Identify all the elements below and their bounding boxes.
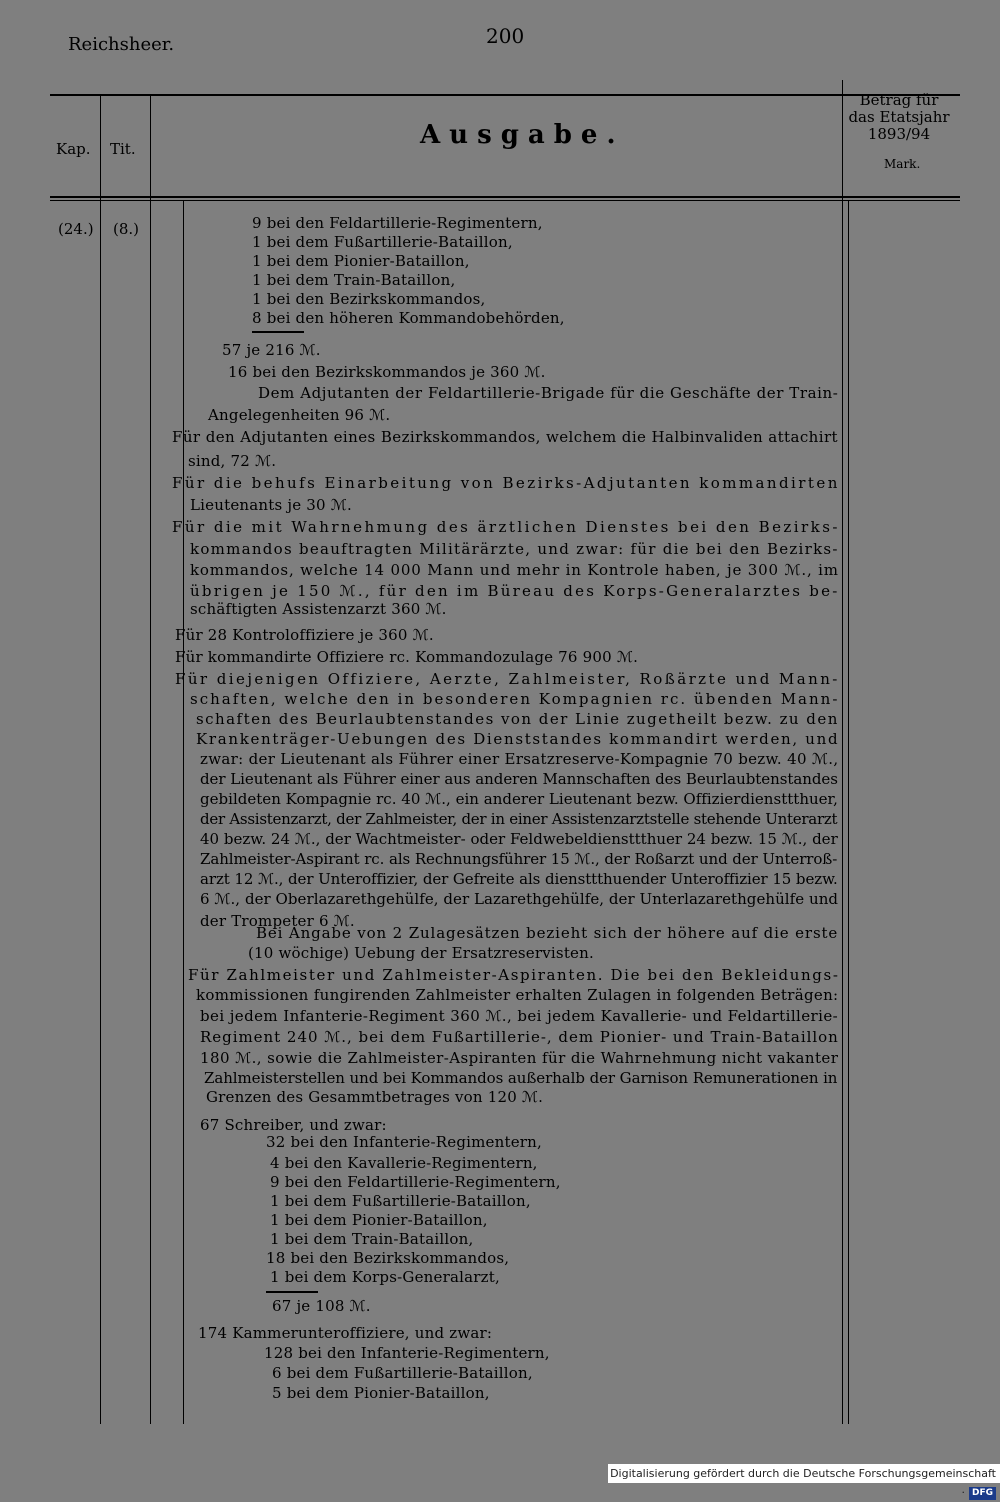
text-line: 67 Schreiber, und zwar:: [200, 1116, 387, 1134]
text-line: kommissionen fungirenden Zahlmeister erhalten Zulagen in folgenden Beträgen:: [196, 986, 839, 1004]
text-line: 32 bei den Infanterie-Regimentern,: [266, 1133, 543, 1151]
top-rule: [50, 94, 960, 96]
text-line: arzt 12 ℳ., der Unteroffizier, der Gefreite als diensttthuender Unteroffizier 15 bezw.: [200, 870, 838, 888]
text-line: 174 Kammerunteroffiziere, und zwar:: [198, 1324, 493, 1342]
text-line: kommandos beauftragten Militärärzte, und zwar: für die bei den Bezirks-: [190, 540, 839, 558]
text-line: 5 bei dem Pionier-Bataillon,: [272, 1384, 490, 1402]
text-line: Für 28 Kontroloffiziere je 360 ℳ.: [175, 626, 434, 644]
text-line: 1 bei dem Pionier-Bataillon,: [270, 1211, 488, 1229]
text-line: Krankenträger-Uebungen des Dienststandes kommandirt werden, und: [196, 730, 840, 748]
text-line: Für den Adjutanten eines Bezirkskommandos, welchem die Halbinvaliden attachirt: [172, 428, 839, 446]
text-line: Angelegenheiten 96 ℳ.: [208, 406, 391, 424]
text-line: der Assistenzarzt, der Zahlmeister, der in einer Assistenzarztstelle stehende Unterarzt: [200, 810, 838, 828]
text-line: Zahlmeisterstellen und bei Kommandos außerhalb der Garnison Remunerationen in: [204, 1069, 838, 1087]
betrag-line: das Etatsjahr: [848, 108, 950, 126]
text-line: 1 bei den Bezirkskommandos,: [252, 290, 486, 308]
text-line: 1 bei dem Fußartillerie-Bataillon,: [252, 233, 513, 251]
text-line: 1 bei dem Korps-Generalarzt,: [270, 1268, 500, 1286]
footer-text: Digitalisierung gefördert durch die Deutsche Forschungsgemeinschaft ·: [610, 1467, 996, 1499]
sum-rule: [266, 1291, 318, 1293]
text-line: Zahlmeister-Aspirant rc. als Rechnungsführer 15 ℳ., der Roßarzt und der Unterroß-: [200, 850, 838, 868]
text-line: Regiment 240 ℳ., bei dem Fußartillerie-, dem Pionier- und Train-Bataillon: [200, 1028, 839, 1046]
text-line: 1 bei dem Train-Bataillon,: [270, 1230, 474, 1248]
text-line: schaften, welche den in besonderen Kompagnien rc. übenden Mann-: [190, 690, 840, 708]
kap-value: (24.): [58, 220, 94, 238]
col-divider-3: [183, 200, 184, 1424]
column-title: Ausgabe.: [420, 120, 625, 150]
text-line: 128 bei den Infanterie-Regimentern,: [264, 1344, 550, 1362]
footer-credit: [608, 1464, 1000, 1499]
betrag-header: [846, 92, 952, 143]
text-line: 1 bei dem Train-Bataillon,: [252, 271, 456, 289]
text-line: zwar: der Lieutenant als Führer einer Ersatzreserve-Kompagnie 70 bezw. 40 ℳ.,: [200, 750, 839, 768]
text-line: der Trompeter 6 ℳ.: [200, 912, 355, 930]
kap-header: Kap.: [56, 140, 91, 158]
text-line: 57 je 216 ℳ.: [222, 341, 321, 359]
tit-header: Tit.: [110, 140, 136, 158]
text-line: Dem Adjutanten der Feldartillerie-Brigade für die Geschäfte der Train-: [258, 384, 839, 402]
text-line: 16 bei den Bezirkskommandos je 360 ℳ.: [228, 363, 546, 381]
text-line: Für diejenigen Offiziere, Aerzte, Zahlmeister, Roßärzte und Mann-: [175, 670, 840, 688]
col-divider-2: [150, 94, 151, 1424]
text-line: 6 bei dem Fußartillerie-Bataillon,: [272, 1364, 533, 1382]
text-line: der Lieutenant als Führer einer aus anderen Mannschaften des Beurlaubtenstandes: [200, 770, 838, 788]
text-line: 8 bei den höheren Kommandobehörden,: [252, 309, 565, 327]
text-line: 9 bei den Feldartillerie-Regimentern,: [252, 214, 543, 232]
betrag-line: Betrag für: [859, 91, 939, 109]
text-line: Für Zahlmeister und Zahlmeister-Aspiranten. Die bei den Bekleidungs-: [188, 966, 840, 984]
text-line: Für die mit Wahrnehmung des ärztlichen Dienstes bei den Bezirks-: [172, 518, 840, 536]
col-divider-4: [842, 80, 843, 1424]
header-rule: [50, 196, 960, 198]
text-line: (10 wöchige) Uebung der Ersatzreservisten.: [248, 944, 594, 962]
tit-value: (8.): [113, 220, 140, 238]
dfg-logo: DFG: [969, 1487, 996, 1500]
unit-label: Mark.: [884, 157, 921, 171]
header-rule-2: [50, 200, 960, 201]
text-line: Für kommandirte Offiziere rc. Kommandozulage 76 900 ℳ.: [175, 648, 639, 666]
text-line: schäftigten Assistenzarzt 360 ℳ.: [190, 600, 447, 618]
text-line: 67 je 108 ℳ.: [272, 1297, 371, 1315]
col-divider-1: [100, 94, 101, 1424]
text-line: 6 ℳ., der Oberlazarethgehülfe, der Lazarethgehülfe, der Unterlazarethgehülfe und: [200, 890, 839, 908]
text-line: kommandos, welche 14 000 Mann und mehr in Kontrole haben, je 300 ℳ., im: [190, 561, 839, 579]
text-line: 40 bezw. 24 ℳ., der Wachtmeister- oder Feldwebeldiensttthuer 24 bezw. 15 ℳ., der: [200, 830, 838, 848]
running-header: Reichsheer.: [68, 34, 175, 55]
text-line: gebildeten Kompagnie rc. 40 ℳ., ein anderer Lieutenant bezw. Offizierdiensttthuer,: [200, 790, 838, 808]
text-line: 4 bei den Kavallerie-Regimentern,: [270, 1154, 538, 1172]
text-line: 1 bei dem Fußartillerie-Bataillon,: [270, 1192, 531, 1210]
text-line: bei jedem Infanterie-Regiment 360 ℳ., bei jedem Kavallerie- und Feldartillerie-: [200, 1007, 839, 1025]
text-line: 9 bei den Feldartillerie-Regimentern,: [270, 1173, 561, 1191]
text-line: 180 ℳ., sowie die Zahlmeister-Aspiranten für die Wahrnehmung nicht vakanter: [200, 1049, 839, 1067]
text-line: schaften des Beurlaubtenstandes von der Linie zugetheilt bezw. zu den: [196, 710, 839, 728]
betrag-line: 1893/94: [867, 125, 931, 143]
text-line: Bei Angabe von 2 Zulagesätzen bezieht sich der höhere auf die erste: [256, 924, 839, 942]
text-line: Lieutenants je 30 ℳ.: [190, 496, 352, 514]
text-line: sind, 72 ℳ.: [188, 452, 277, 470]
page-number: 200: [486, 24, 525, 48]
text-line: Für die behufs Einarbeitung von Bezirks-Adjutanten kommandirten: [172, 474, 840, 492]
text-line: übrigen je 150 ℳ., für den im Büreau des Korps-Generalarztes be-: [190, 582, 840, 600]
col-divider-5: [848, 200, 849, 1424]
sum-rule: [252, 331, 304, 333]
text-line: Grenzen des Gesammtbetrages von 120 ℳ.: [206, 1088, 544, 1106]
text-line: 18 bei den Bezirkskommandos,: [266, 1249, 510, 1267]
text-line: 1 bei dem Pionier-Bataillon,: [252, 252, 470, 270]
